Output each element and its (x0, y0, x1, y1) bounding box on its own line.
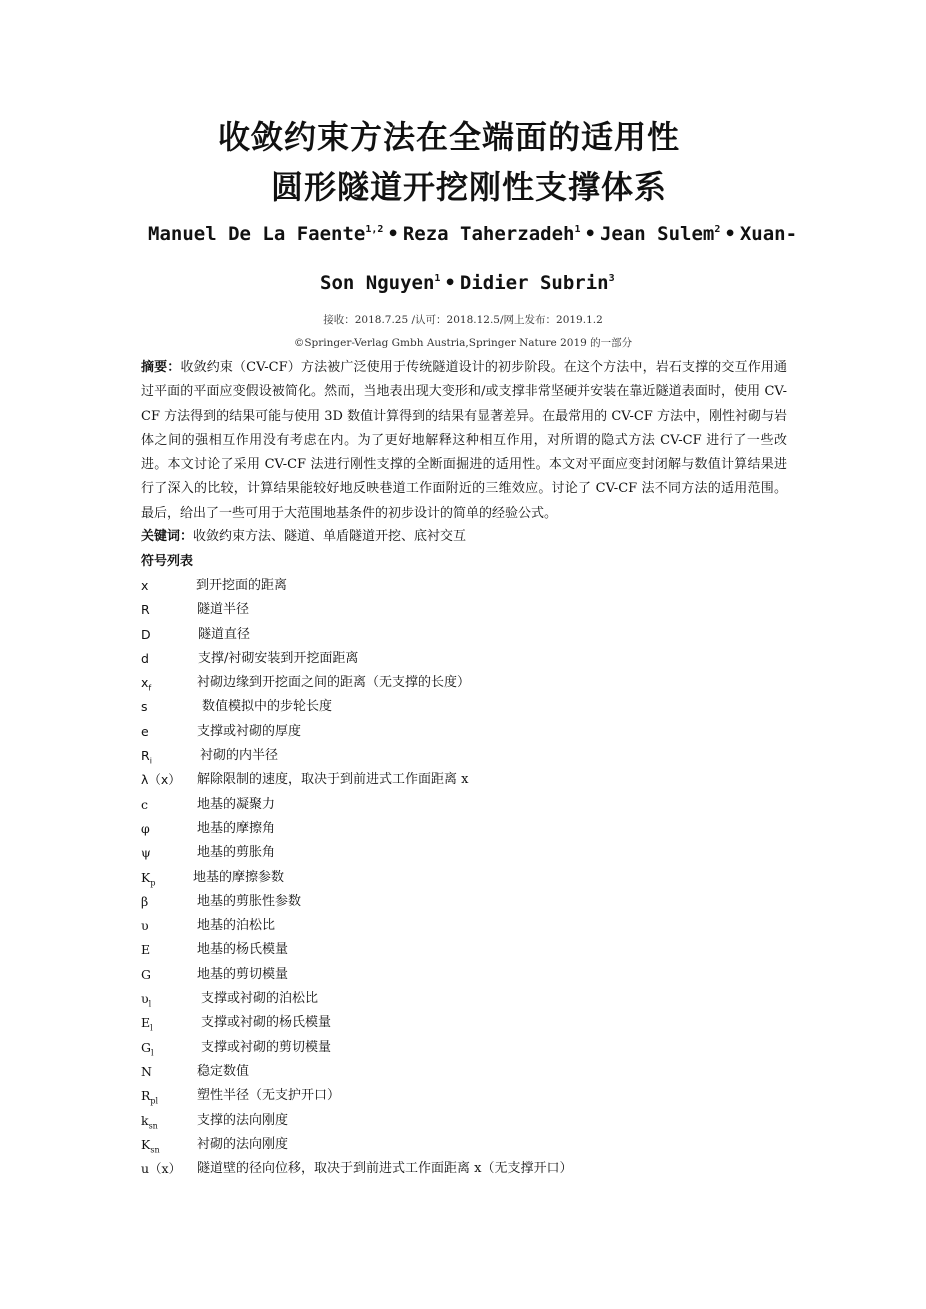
symbol-row (141, 722, 841, 746)
symbol-row (141, 1111, 841, 1135)
symbol-description: 衬砌的法向刚度 (197, 1136, 289, 1152)
copyright-notice: ©Springer-Verlag Gmbh Austria,Springer Nature 2019 的一部分 (293, 337, 633, 349)
symbol: d (141, 650, 149, 666)
symbol: β (141, 893, 149, 909)
symbol-row (141, 1013, 841, 1037)
symbol-subscript: sn (150, 1145, 160, 1155)
symbol-description: 支撑或衬砌的厚度 (197, 723, 302, 739)
symbol: u（x） (141, 1161, 182, 1177)
symbol-description: 地基的摩擦参数 (193, 869, 285, 885)
symbol-description: 解除限制的速度，取决于到前进式工作面距离 x (197, 772, 469, 788)
keywords-label: 关键词： (141, 529, 194, 544)
symbol-main: E (141, 1015, 151, 1031)
symbol-subscript: l (150, 1023, 153, 1033)
author-affiliation: 2 (714, 224, 721, 235)
symbol-main: x (141, 675, 149, 691)
author-name: Xuan- (739, 223, 798, 245)
symbol-main: G (141, 1039, 151, 1055)
authors-line-1 (148, 222, 797, 246)
symbol-description: 隧道直径 (198, 626, 251, 642)
symbol-row (141, 843, 841, 867)
symbol-description: 隧道壁的径向位移，取决于到前进式工作面距离 x（无支撑开口） (197, 1161, 573, 1177)
abstract-label: 摘要： (141, 360, 181, 375)
author-separator: • (584, 223, 596, 245)
symbol-row (141, 649, 841, 673)
symbol-main: R (141, 1088, 151, 1104)
author-affiliation: 1 (574, 224, 581, 235)
abstract (141, 356, 787, 526)
symbol-description: 地基的泊松比 (197, 918, 276, 934)
symbol (141, 746, 152, 772)
author-name: Manuel De La Faente (148, 223, 366, 245)
symbol-main: K (141, 1136, 151, 1152)
symbol-description: 地基的凝聚力 (197, 796, 276, 812)
symbol (141, 1111, 158, 1137)
symbol (141, 868, 155, 894)
symbol-description: 衬砌的内半径 (200, 748, 279, 764)
author-affiliation: 3 (608, 273, 615, 284)
symbol-subscript: sn (148, 1121, 158, 1131)
symbol: x (141, 578, 149, 593)
symbol (141, 1086, 158, 1112)
symbol-description: 地基的摩擦角 (197, 820, 276, 836)
symbol: φ (141, 820, 150, 836)
symbol (141, 989, 151, 1015)
symbol-row (141, 746, 841, 770)
symbol: G (141, 966, 151, 982)
symbol: λ（x） (141, 772, 181, 788)
symbol-row (141, 868, 841, 892)
symbol-row (141, 673, 841, 697)
symbol-description: 稳定数值 (197, 1063, 250, 1079)
symbol-subscript: l (151, 1048, 154, 1058)
author-name: Son Nguyen (320, 272, 435, 294)
symbol-description: 地基的剪胀角 (197, 845, 276, 861)
author-separator: • (444, 272, 456, 294)
symbol-subscript: l (148, 999, 152, 1009)
symbol: s (141, 699, 148, 715)
symbol-subscript: i (149, 756, 152, 766)
author-separator: • (724, 223, 736, 245)
symbol (141, 1013, 153, 1039)
symbol-subscript: pl (150, 1096, 159, 1106)
symbol-description: 隧道半径 (197, 602, 250, 618)
symbol-description: 地基的剪切模量 (197, 966, 289, 982)
symbol (141, 673, 151, 699)
symbol (141, 1038, 154, 1064)
symbol-row (141, 819, 841, 843)
authors-line-2 (320, 271, 615, 295)
symbol-main: K (141, 869, 151, 885)
symbol-description: 衬砌边缘到开挖面之间的距离（无支撑的长度） (197, 675, 471, 691)
symbol-description: 支撑或衬砌的剪切模量 (201, 1039, 332, 1055)
symbol-row (141, 1159, 841, 1183)
symbol-row (141, 576, 841, 600)
symbol-row (141, 1086, 841, 1110)
title-line-2: 圆形隧道开挖刚性支撑体系 (270, 168, 667, 206)
symbol-row (141, 989, 841, 1013)
keywords (141, 527, 466, 547)
symbol-description: 数值模拟中的步轮长度 (202, 699, 333, 715)
symbol-row (141, 916, 841, 940)
symbol: c (141, 796, 149, 812)
symbol-row (141, 697, 841, 721)
symbol (141, 1135, 160, 1161)
author-affiliation: 1,2 (365, 224, 384, 235)
author-affiliation: 1 (434, 273, 441, 284)
symbols-heading: 符号列表 (141, 554, 194, 569)
symbol-row (141, 892, 841, 916)
symbol-row (141, 1038, 841, 1062)
title-line-1: 收敛约束方法在全端面的适用性 (217, 118, 680, 156)
symbol-main: υ (141, 991, 149, 1007)
author-name: Reza Taherzadeh (402, 223, 575, 245)
symbol: D (141, 626, 151, 642)
symbol-row (141, 940, 841, 964)
symbol: E (141, 942, 151, 958)
symbol: ψ (141, 845, 151, 861)
symbol: υ (141, 918, 149, 934)
symbol-description: 地基的杨氏模量 (197, 942, 289, 958)
symbol-description: 塑性半径（无支护开口） (197, 1088, 341, 1104)
abstract-text: 收敛约束（CV-CF）方法被广泛使用于传统隧道设计的初步阶段。在这个方法中，岩石支撑的交互作用通过平面的平面应变假设被简化。然而，当地表出现大变形和/或支撑非常坚硬并安装在靠近隧道表面时，使用 CV-CF 方法得到的结果可能与使用 3D 数值计算得到的结果有显著差异。在最常用的 CV-CF 方法中，刚性衬砌与岩体之间的强相互作用没有考虑在内。为了更好地解释这种相互作用，对所谓的隐式方法 CV-CF 进行了一些改进。本文讨论了采用 CV-CF 法进行刚性支撑的全断面掘进的适用性。本文对平面应变封闭解与数值计算结果进行了深入的比较，计算结果能较好地反映巷道工作面附近的三维效应。讨论了 CV-CF 法不同方法的适用范围。最后，给出了一些可用于大范围地基条件的初步设计的简单的经验公式。 (141, 360, 787, 521)
symbol-subscript: p (150, 878, 156, 888)
symbol-row (141, 1135, 841, 1159)
received-dates: 接收：2018.7.25 /认可：2018.12.5/网上发布：2019.1.2 (323, 314, 603, 326)
symbol-subscript: f (148, 683, 152, 693)
symbol-description: 到开挖面的距离 (196, 578, 288, 593)
author-name: Jean Sulem (599, 223, 715, 245)
author-separator: • (387, 223, 399, 245)
symbol-description: 地基的剪胀性参数 (197, 893, 302, 909)
symbol-row (141, 600, 841, 624)
symbol-row (141, 1062, 841, 1086)
author-name: Didier Subrin (459, 272, 609, 294)
symbol-description: 支撑或衬砌的杨氏模量 (201, 1015, 332, 1031)
symbol-description: 支撑的法向刚度 (197, 1112, 289, 1128)
symbol: e (141, 723, 149, 739)
symbol-row (141, 770, 841, 794)
symbol: R (141, 602, 150, 618)
symbol-main: R (141, 748, 150, 764)
symbol: N (141, 1063, 152, 1079)
symbol-description: 支撑/衬砌安装到开挖面距离 (198, 650, 359, 666)
symbol-row (141, 795, 841, 819)
symbol-main: k (141, 1112, 149, 1128)
symbol-row (141, 625, 841, 649)
symbol-row (141, 965, 841, 989)
keywords-text: 收敛约束方法、隧道、单盾隧道开挖、底衬交互 (193, 529, 467, 544)
symbols-list (141, 576, 841, 1183)
symbol-description: 支撑或衬砌的泊松比 (201, 991, 319, 1007)
